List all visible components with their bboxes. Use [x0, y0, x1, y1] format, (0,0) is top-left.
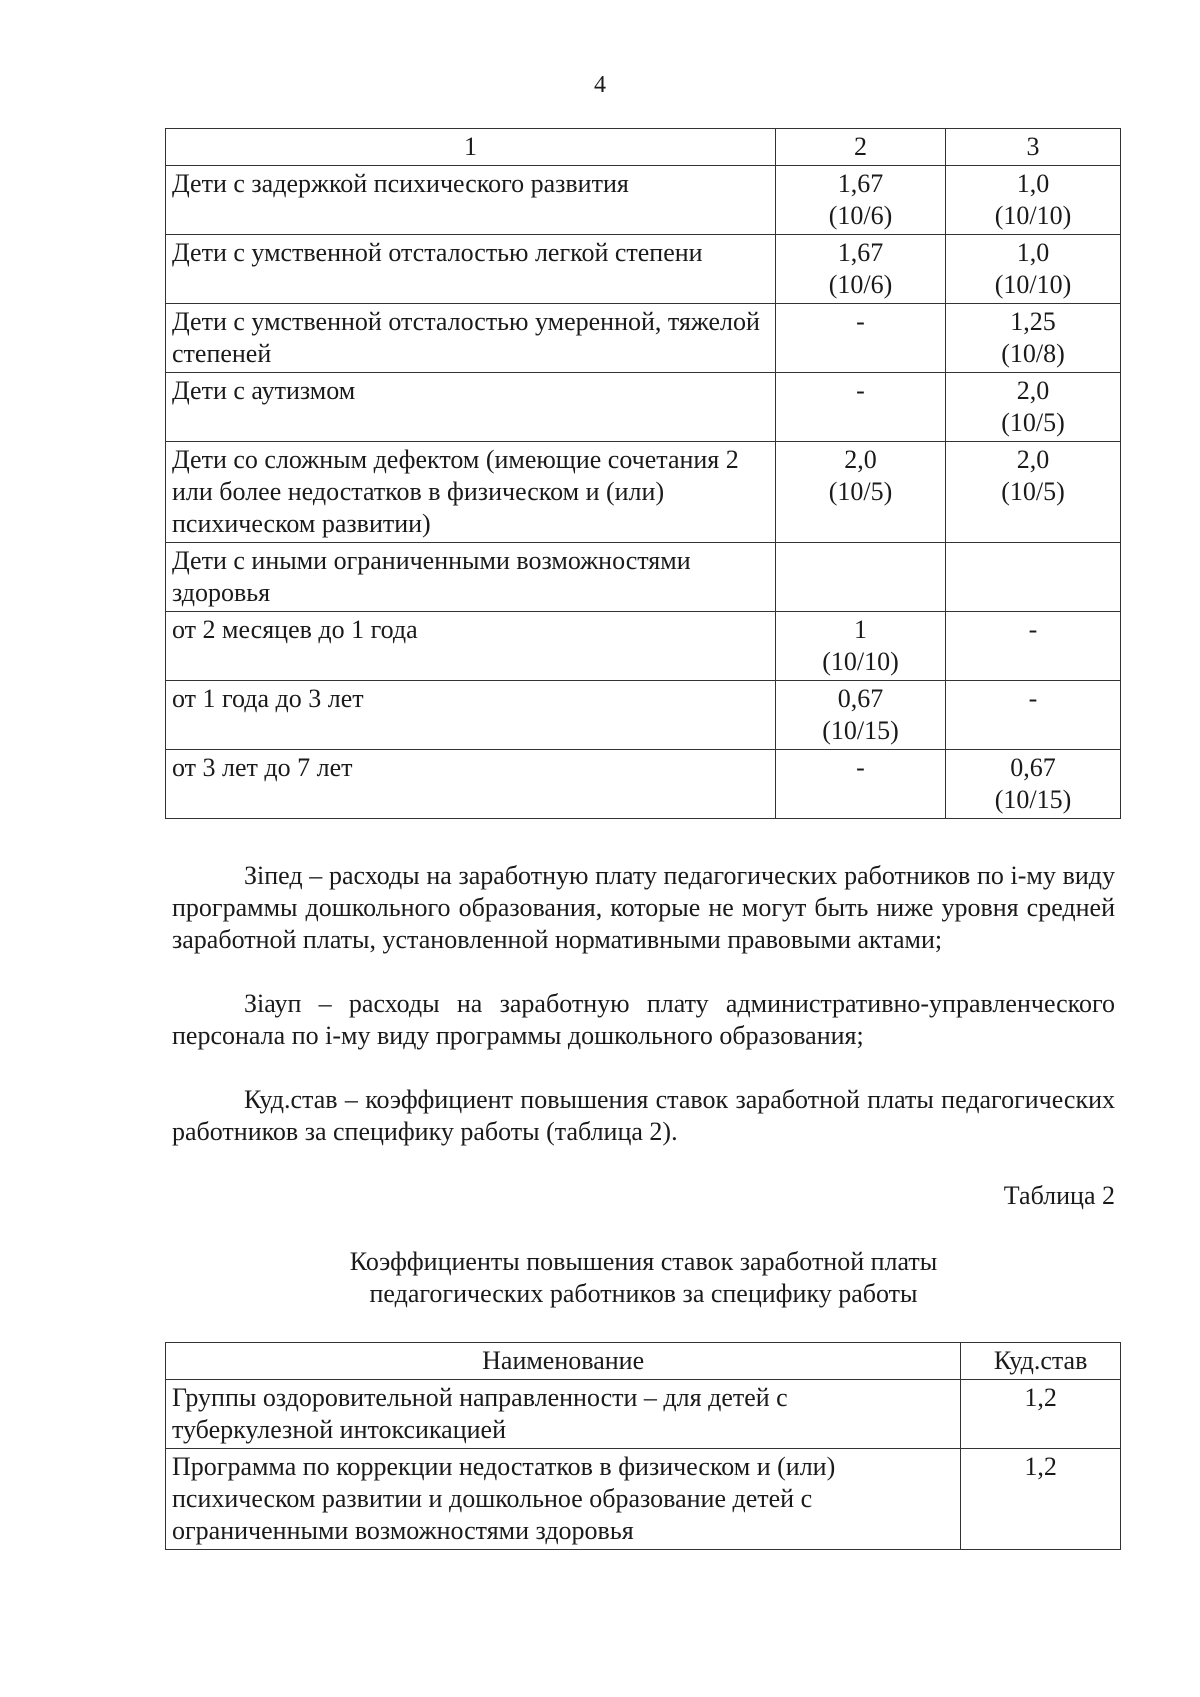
table2-title-line2: педагогических работников за специфику работы [369, 1279, 918, 1308]
table-row [166, 750, 1121, 819]
paragraph-text: Зiауп – расходы на заработную плату административно-управленческого персонала по i-му виду программы дошкольного образования; [172, 989, 1115, 1050]
cell-value: - [856, 307, 865, 336]
row-col2 [776, 373, 946, 442]
cell-ratio: (10/15) [822, 716, 899, 745]
page-number: 4 [594, 72, 606, 98]
row-name: Дети с умственной отсталостью легкой степени [166, 235, 776, 304]
row-col3 [946, 681, 1121, 750]
table-row [166, 304, 1121, 373]
table-header-row [166, 1343, 1121, 1380]
row-col2 [776, 750, 946, 819]
column-header-name: Наименование [166, 1343, 961, 1380]
cell-value: - [856, 376, 865, 405]
row-col3 [946, 304, 1121, 373]
column-header-kud: Куд.став [961, 1343, 1121, 1380]
table2-title-line1: Коэффициенты повышения ставок заработной платы [349, 1247, 938, 1276]
cell-ratio: (10/10) [994, 270, 1072, 299]
row-name: Дети с умственной отсталостью умеренной, тяжелой степеней [166, 304, 776, 373]
cell-ratio: (10/6) [828, 201, 893, 230]
table-row [166, 166, 1121, 235]
row-name: от 3 лет до 7 лет [166, 750, 776, 819]
cell-value: - [1028, 615, 1038, 644]
table-header-row [166, 129, 1121, 166]
table-row [166, 612, 1121, 681]
cell-value: 0,67 [837, 684, 884, 713]
paragraph-text: Куд.став – коэффициент повышения ставок заработной платы педагогических работников за специфику работы (таблица 2). [172, 1085, 1115, 1146]
cell-ratio: (10/5) [1001, 477, 1065, 506]
paragraph-zaup [172, 988, 1115, 1052]
cell-value: 2,0 [1016, 445, 1050, 474]
row-col2 [776, 442, 946, 543]
row-name: Дети с задержкой психического развития [166, 166, 776, 235]
coefficients-table [165, 128, 1121, 819]
table-row [166, 373, 1121, 442]
table-row [166, 681, 1121, 750]
cell-ratio: (10/10) [994, 201, 1072, 230]
row-col2 [776, 304, 946, 373]
column-header-1: 1 [166, 129, 776, 166]
cell-value: 0,67 [1010, 753, 1056, 782]
cell-ratio: (10/15) [994, 785, 1072, 814]
cell-value: 1,0 [1016, 169, 1050, 198]
paragraph-zped [172, 860, 1115, 956]
cell-ratio: (10/6) [828, 270, 893, 299]
row-name: Группы оздоровительной направленности – для детей с туберкулезной интоксикацией [166, 1380, 961, 1449]
row-col2 [776, 612, 946, 681]
table-row [166, 543, 1121, 612]
table-row [166, 235, 1121, 304]
cell-ratio: (10/5) [828, 477, 893, 506]
cell-value: 1 [854, 615, 867, 644]
row-value: 1,2 [961, 1380, 1121, 1449]
specifics-coefficients-table [165, 1342, 1121, 1550]
row-col3 [946, 373, 1121, 442]
row-col3 [946, 442, 1121, 543]
row-value: 1,2 [961, 1449, 1121, 1550]
row-name: от 2 месяцев до 1 года [166, 612, 776, 681]
row-col3 [946, 543, 1121, 612]
row-name: Дети с аутизмом [166, 373, 776, 442]
cell-ratio: (10/10) [822, 647, 899, 676]
cell-value: 1,67 [837, 238, 884, 267]
table-row [166, 1449, 1121, 1550]
column-header-2: 2 [776, 129, 946, 166]
row-name: Дети с иными ограниченными возможностями здоровья [166, 543, 776, 612]
cell-ratio: (10/8) [1001, 339, 1065, 368]
row-col2 [776, 543, 946, 612]
row-col3 [946, 750, 1121, 819]
table-row [166, 442, 1121, 543]
row-name: Дети со сложным дефектом (имеющие сочетания 2 или более недостатков в физическом и (или) психическом развитии) [166, 442, 776, 543]
cell-value: 1,0 [1016, 238, 1050, 267]
row-col3 [946, 166, 1121, 235]
paragraph-kud [172, 1084, 1115, 1148]
row-col2 [776, 166, 946, 235]
cell-value: 1,25 [1010, 307, 1056, 336]
row-col3 [946, 612, 1121, 681]
cell-value: 2,0 [844, 445, 877, 474]
cell-value: - [1028, 684, 1038, 713]
paragraph-text: Зiпед – расходы на заработную плату педагогических работников по i-му виду программы дошкольного образования, которые не могут быть ниже уровня средней заработной платы, установленной нормативными правовыми актами; [172, 861, 1115, 954]
row-name: Программа по коррекции недостатков в физическом и (или) психическом развитии и дошкольное образование детей с ограниченными возможностями здоровья [166, 1449, 961, 1550]
cell-value: - [856, 753, 865, 782]
table2-label: Таблица 2 [1003, 1181, 1115, 1210]
row-name: от 1 года до 3 лет [166, 681, 776, 750]
row-col2 [776, 235, 946, 304]
cell-value: 2,0 [1016, 376, 1050, 405]
table-row [166, 1380, 1121, 1449]
cell-ratio: (10/5) [1001, 408, 1065, 437]
row-col3 [946, 235, 1121, 304]
cell-value: 1,67 [837, 169, 884, 198]
column-header-3: 3 [946, 129, 1121, 166]
row-col2 [776, 681, 946, 750]
